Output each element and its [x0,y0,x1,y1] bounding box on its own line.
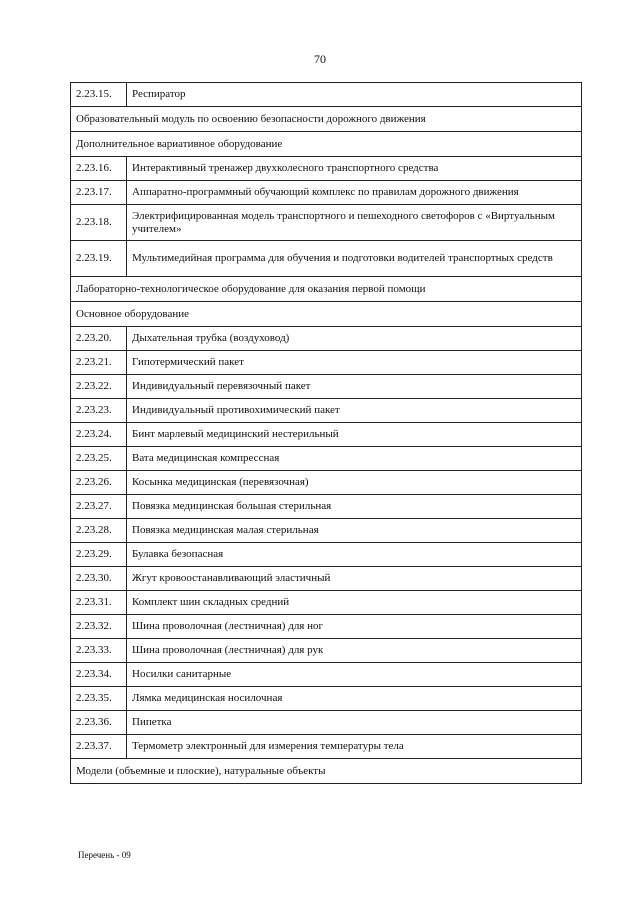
item-number: 2.23.24. [71,423,127,447]
table-row [71,591,582,615]
section-row [71,759,582,784]
item-name: Аппаратно-программный обучающий комплекс по правилам дорожного движения [127,181,582,205]
section-title: Лабораторно-технологическое оборудование для оказания первой помощи [71,277,582,302]
table-row [71,735,582,759]
table-row [71,423,582,447]
table-row [71,205,582,241]
table-row [71,375,582,399]
item-name: Термометр электронный для измерения температуры тела [127,735,582,759]
item-number: 2.23.17. [71,181,127,205]
item-number: 2.23.28. [71,519,127,543]
item-name: Носилки санитарные [127,663,582,687]
table-row [71,711,582,735]
section-row [71,132,582,157]
table-row [71,495,582,519]
item-name: Интерактивный тренажер двухколесного транспортного средства [127,157,582,181]
table-row [71,241,582,277]
table-row [71,447,582,471]
section-row [71,302,582,327]
item-number: 2.23.27. [71,495,127,519]
page-number: 70 [314,52,326,66]
table-row [71,471,582,495]
item-number: 2.23.18. [71,205,127,241]
item-number: 2.23.16. [71,157,127,181]
item-number: 2.23.33. [71,639,127,663]
table-row [71,663,582,687]
table-row [71,351,582,375]
table-row [71,181,582,205]
section-title: Основное оборудование [71,302,582,327]
item-name: Жгут кровоостанавливающий эластичный [127,567,582,591]
item-name: Бинт марлевый медицинский нестерильный [127,423,582,447]
item-number: 2.23.21. [71,351,127,375]
item-number: 2.23.15. [71,83,127,107]
item-number: 2.23.29. [71,543,127,567]
section-row [71,107,582,132]
table-row [71,327,582,351]
item-name: Повязка медицинская малая стерильная [127,519,582,543]
item-name: Шина проволочная (лестничная) для рук [127,639,582,663]
item-name: Шина проволочная (лестничная) для ног [127,615,582,639]
item-name: Дыхательная трубка (воздуховод) [127,327,582,351]
table-row [71,687,582,711]
item-number: 2.23.37. [71,735,127,759]
item-name: Булавка безопасная [127,543,582,567]
item-number: 2.23.36. [71,711,127,735]
section-title: Образовательный модуль по освоению безопасности дорожного движения [71,107,582,132]
item-name: Повязка медицинская большая стерильная [127,495,582,519]
table-row [71,399,582,423]
item-name: Вата медицинская компрессная [127,447,582,471]
section-title: Дополнительное вариативное оборудование [71,132,582,157]
item-name: Индивидуальный перевязочный пакет [127,375,582,399]
item-number: 2.23.22. [71,375,127,399]
equipment-table [70,82,582,784]
item-number: 2.23.25. [71,447,127,471]
item-number: 2.23.19. [71,241,127,277]
table-row [71,567,582,591]
item-number: 2.23.35. [71,687,127,711]
item-name: Респиратор [127,83,582,107]
item-number: 2.23.32. [71,615,127,639]
item-name: Косынка медицинская (перевязочная) [127,471,582,495]
item-name: Электрифицированная модель транспортного и пешеходного светофоров с «Виртуальным учителем» [127,205,582,241]
item-name: Индивидуальный противохимический пакет [127,399,582,423]
table-row [71,615,582,639]
item-name: Лямка медицинская носилочная [127,687,582,711]
section-title: Модели (объемные и плоские), натуральные объекты [71,759,582,784]
table-row [71,157,582,181]
section-row [71,277,582,302]
item-name: Комплект шин складных средний [127,591,582,615]
item-number: 2.23.20. [71,327,127,351]
item-number: 2.23.31. [71,591,127,615]
footer-label: Перечень - 09 [78,850,131,860]
item-number: 2.23.26. [71,471,127,495]
item-number: 2.23.23. [71,399,127,423]
table-row [71,543,582,567]
item-name: Пипетка [127,711,582,735]
item-number: 2.23.34. [71,663,127,687]
item-name: Гипотермический пакет [127,351,582,375]
item-number: 2.23.30. [71,567,127,591]
table-row [71,639,582,663]
table-row [71,83,582,107]
table-row [71,519,582,543]
item-name: Мультимедийная программа для обучения и подготовки водителей транспортных средств [127,241,582,277]
equipment-table-body [71,83,582,784]
